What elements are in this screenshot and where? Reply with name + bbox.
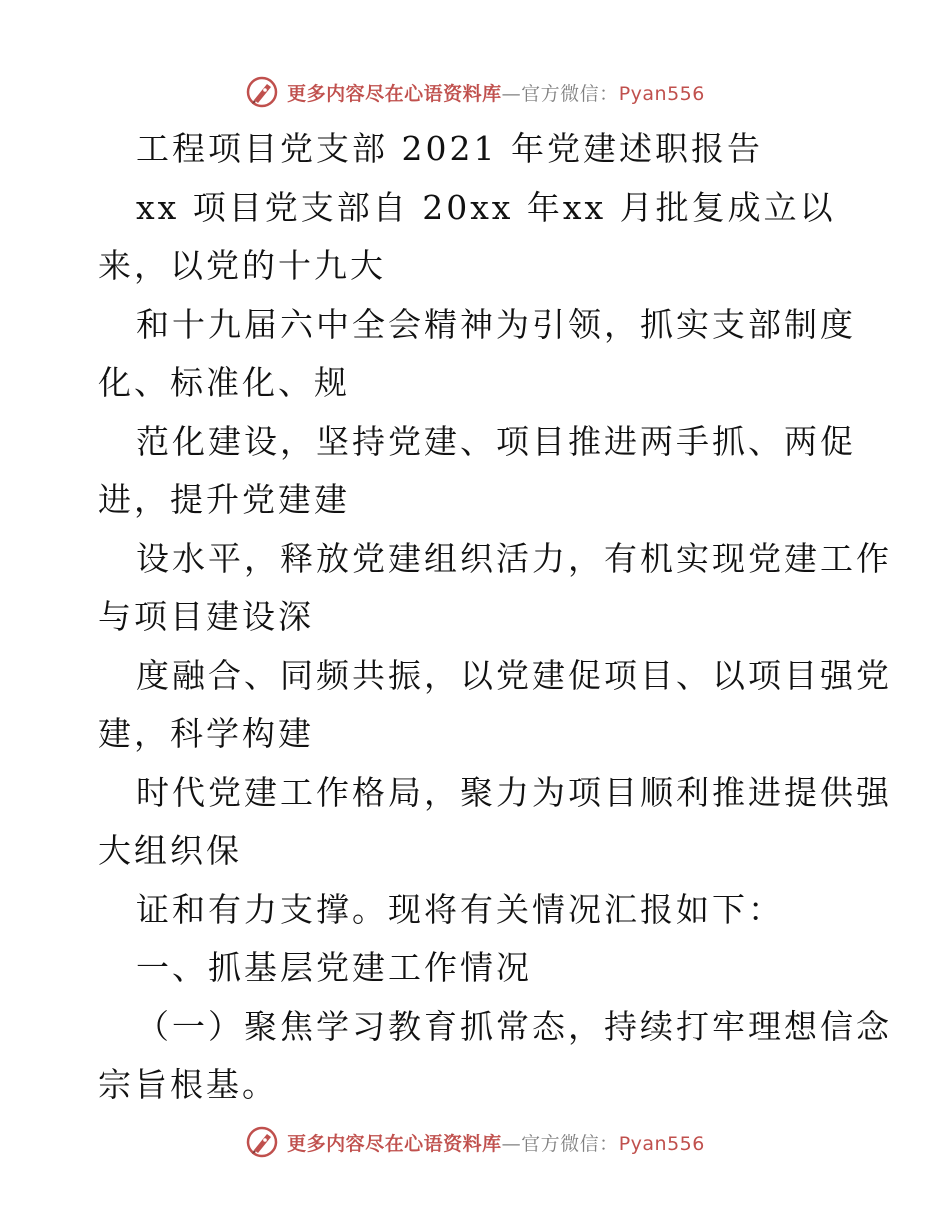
paragraph-line: 宗旨根基。 bbox=[98, 1065, 278, 1104]
document-body bbox=[98, 120, 892, 1115]
watermark-text: 更多内容尽在心语资料库—官方微信：Pyan556 bbox=[287, 1132, 705, 1155]
pen-logo-icon bbox=[245, 75, 279, 109]
watermark-header bbox=[0, 72, 950, 112]
paragraph-line: 大组织保 bbox=[98, 831, 242, 870]
paragraph-line: 度融合、同频共振，以党建促项目、以项目强党 bbox=[136, 655, 892, 695]
paragraph-line: 进，提升党建建 bbox=[98, 480, 350, 519]
paragraph-line: 与项目建设深 bbox=[98, 597, 314, 636]
paragraph-line: 和十九届六中全会精神为引领，抓实支部制度 bbox=[136, 304, 856, 344]
paragraph-line: 范化建设，坚持党建、项目推进两手抓、两促 bbox=[136, 421, 856, 461]
section-heading: 一、抓基层党建工作情况 bbox=[136, 948, 532, 987]
paragraph-line: 设水平，释放党建组织活力，有机实现党建工作 bbox=[136, 538, 892, 578]
paragraph-line: xx 项目党支部自 20xx 年xx 月批复成立以 bbox=[136, 187, 836, 227]
pen-logo-icon bbox=[245, 1125, 279, 1159]
paragraph-line: 化、标准化、规 bbox=[98, 363, 350, 402]
watermark-text: 更多内容尽在心语资料库—官方微信：Pyan556 bbox=[287, 82, 705, 105]
paragraph-line: 证和有力支撑。现将有关情况汇报如下： bbox=[136, 889, 784, 929]
paragraph-line: 时代党建工作格局，聚力为项目顺利推进提供强 bbox=[136, 772, 892, 812]
watermark-footer bbox=[0, 1122, 950, 1162]
subsection-heading: （一）聚焦学习教育抓常态，持续打牢理想信念 bbox=[136, 1006, 892, 1046]
paragraph-line: 建，科学构建 bbox=[98, 714, 314, 753]
document-title: 工程项目党支部 2021 年党建述职报告 bbox=[136, 129, 763, 168]
paragraph-line: 来，以党的十九大 bbox=[98, 246, 386, 285]
